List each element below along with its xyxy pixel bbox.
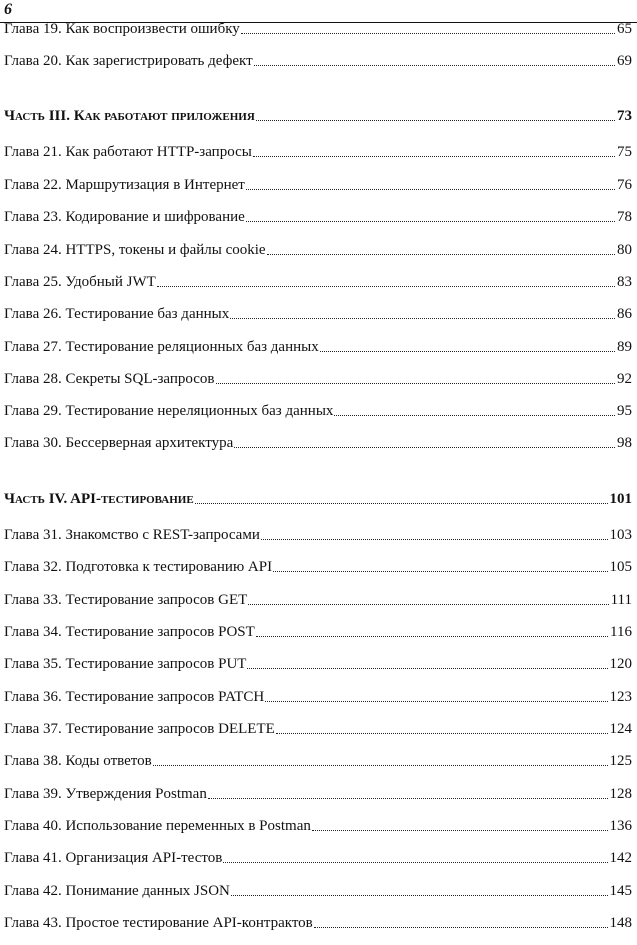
- dot-leader: [157, 286, 615, 287]
- toc-chapter-entry: [4, 845, 632, 867]
- toc-entry-page: 124: [609, 721, 632, 737]
- toc-entry-page: 80: [617, 242, 632, 258]
- dot-leader: [234, 447, 615, 448]
- toc-entry-title: Глава 20. Как зарегистрировать дефект: [4, 53, 253, 69]
- dot-leader: [247, 668, 607, 669]
- toc-chapter-entry: [4, 334, 632, 356]
- toc-entry-title: Глава 27. Тестирование реляционных баз данных: [4, 339, 319, 355]
- dot-leader: [261, 539, 608, 540]
- toc-chapter-entry: [4, 781, 632, 803]
- toc-entry-title: Глава 42. Понимание данных JSON: [4, 883, 230, 899]
- toc-entry-title: Глава 28. Секреты SQL-запросов: [4, 371, 215, 387]
- toc-chapter-entry: [4, 748, 632, 770]
- toc-entry-title: Глава 22. Маршрутизация в Интернет: [4, 177, 245, 193]
- toc-chapter-entry: [4, 301, 632, 323]
- toc-entry-title: Глава 29. Тестирование нереляционных баз данных: [4, 403, 334, 419]
- toc-entry-title: Глава 33. Тестирование запросов GET: [4, 592, 248, 608]
- toc-entry-page: 116: [610, 624, 632, 640]
- dot-leader: [273, 571, 607, 572]
- toc-part-entry: [4, 103, 632, 125]
- toc-entry-page: 76: [617, 177, 632, 193]
- toc-entry-title: Глава 31. Знакомство с REST-запросами: [4, 527, 260, 543]
- toc-entry-page: 105: [609, 559, 632, 575]
- dot-leader: [254, 65, 615, 66]
- toc-chapter-entry: [4, 716, 632, 738]
- toc-entry-page: 86: [617, 306, 632, 322]
- toc-chapter-entry: [4, 237, 632, 259]
- toc-chapter-entry: [4, 522, 632, 544]
- toc-entry-page: 120: [609, 656, 632, 672]
- toc-chapter-entry: [4, 684, 632, 706]
- toc-entry-title: Часть IV. API-тестирование: [4, 491, 194, 507]
- toc-entry-title: Часть III. Как работают приложения: [4, 108, 255, 124]
- toc-chapter-entry: [4, 813, 632, 835]
- dot-leader: [246, 189, 615, 190]
- toc-entry-title: Глава 38. Коды ответов: [4, 753, 152, 769]
- toc-entry-title: Глава 41. Организация API-тестов: [4, 850, 223, 866]
- toc-entry-title: Глава 32. Подготовка к тестированию API: [4, 559, 273, 575]
- toc-entry-page: 69: [617, 53, 632, 69]
- toc-entry-page: 142: [609, 850, 632, 866]
- dot-leader: [208, 798, 608, 799]
- toc-entry-title: Глава 25. Удобный JWT: [4, 274, 156, 290]
- dot-leader: [256, 636, 608, 637]
- toc-entry-title: Глава 21. Как работают HTTP-запросы: [4, 144, 252, 160]
- toc-entry-title: Глава 24. HTTPS, токены и файлы cookie: [4, 242, 266, 258]
- toc-chapter-entry: [4, 16, 632, 38]
- toc-entry-page: 98: [617, 435, 632, 451]
- dot-leader: [320, 351, 615, 352]
- toc-entry-page: 73: [617, 108, 632, 124]
- dot-leader: [241, 33, 615, 34]
- toc-entry-title: Глава 39. Утверждения Postman: [4, 786, 207, 802]
- toc-entry-title: Глава 34. Тестирование запросов POST: [4, 624, 255, 640]
- dot-leader: [314, 927, 608, 928]
- toc-entry-title: Глава 43. Простое тестирование API-контрактов: [4, 915, 313, 931]
- toc-chapter-entry: [4, 619, 632, 641]
- toc-entry-title: Глава 26. Тестирование баз данных: [4, 306, 230, 322]
- toc-entry-page: 83: [617, 274, 632, 290]
- toc-part-entry: [4, 486, 632, 508]
- toc-chapter-entry: [4, 878, 632, 900]
- toc-entry-title: Глава 37. Тестирование запросов DELETE: [4, 721, 275, 737]
- toc-entry-page: 92: [617, 371, 632, 387]
- toc-entry-title: Глава 36. Тестирование запросов PATCH: [4, 689, 265, 705]
- dot-leader: [256, 120, 615, 121]
- toc-entry-page: 148: [609, 915, 632, 931]
- dot-leader: [223, 862, 607, 863]
- toc-chapter-entry: [4, 910, 632, 932]
- dot-leader: [248, 604, 608, 605]
- dot-leader: [253, 156, 615, 157]
- toc-chapter-entry: [4, 651, 632, 673]
- toc-entry-page: 125: [609, 753, 632, 769]
- dot-leader: [267, 254, 615, 255]
- toc-entry-page: 136: [609, 818, 632, 834]
- toc-entry-title: Глава 30. Бессерверная архитектура: [4, 435, 234, 451]
- dot-leader: [153, 765, 608, 766]
- dot-leader: [312, 830, 608, 831]
- toc-entry-page: 78: [617, 209, 632, 225]
- toc-entry-page: 145: [609, 883, 632, 899]
- toc-entry-title: Глава 40. Использование переменных в Postman: [4, 818, 311, 834]
- toc-chapter-entry: [4, 398, 632, 420]
- page-number: 6: [4, 1, 12, 18]
- toc-entry-page: 65: [617, 21, 632, 37]
- dot-leader: [334, 415, 615, 416]
- toc-entry-page: 128: [609, 786, 632, 802]
- toc-entry-title: Глава 23. Кодирование и шифрование: [4, 209, 245, 225]
- toc-chapter-entry: [4, 430, 632, 452]
- toc-entry-page: 95: [617, 403, 632, 419]
- toc-chapter-entry: [4, 269, 632, 291]
- toc-entry-page: 103: [609, 527, 632, 543]
- toc-entry-page: 123: [609, 689, 632, 705]
- toc-entry-title: Глава 19. Как воспроизвести ошибку: [4, 21, 240, 37]
- toc-entry-page: 101: [609, 491, 632, 507]
- toc-chapter-entry: [4, 139, 632, 161]
- toc-chapter-entry: [4, 366, 632, 388]
- toc-chapter-entry: [4, 587, 632, 609]
- dot-leader: [276, 733, 608, 734]
- dot-leader: [265, 701, 607, 702]
- dot-leader: [216, 383, 615, 384]
- toc-entry-page: 89: [617, 339, 632, 355]
- toc-entry-page: 75: [617, 144, 632, 160]
- dot-leader: [246, 221, 615, 222]
- toc-chapter-entry: [4, 554, 632, 576]
- toc-chapter-entry: [4, 48, 632, 70]
- dot-leader: [231, 895, 608, 896]
- toc-chapter-entry: [4, 172, 632, 194]
- toc-entry-title: Глава 35. Тестирование запросов PUT: [4, 656, 247, 672]
- toc-chapter-entry: [4, 204, 632, 226]
- dot-leader: [230, 318, 615, 319]
- toc-entry-page: 111: [610, 592, 632, 608]
- dot-leader: [195, 503, 608, 504]
